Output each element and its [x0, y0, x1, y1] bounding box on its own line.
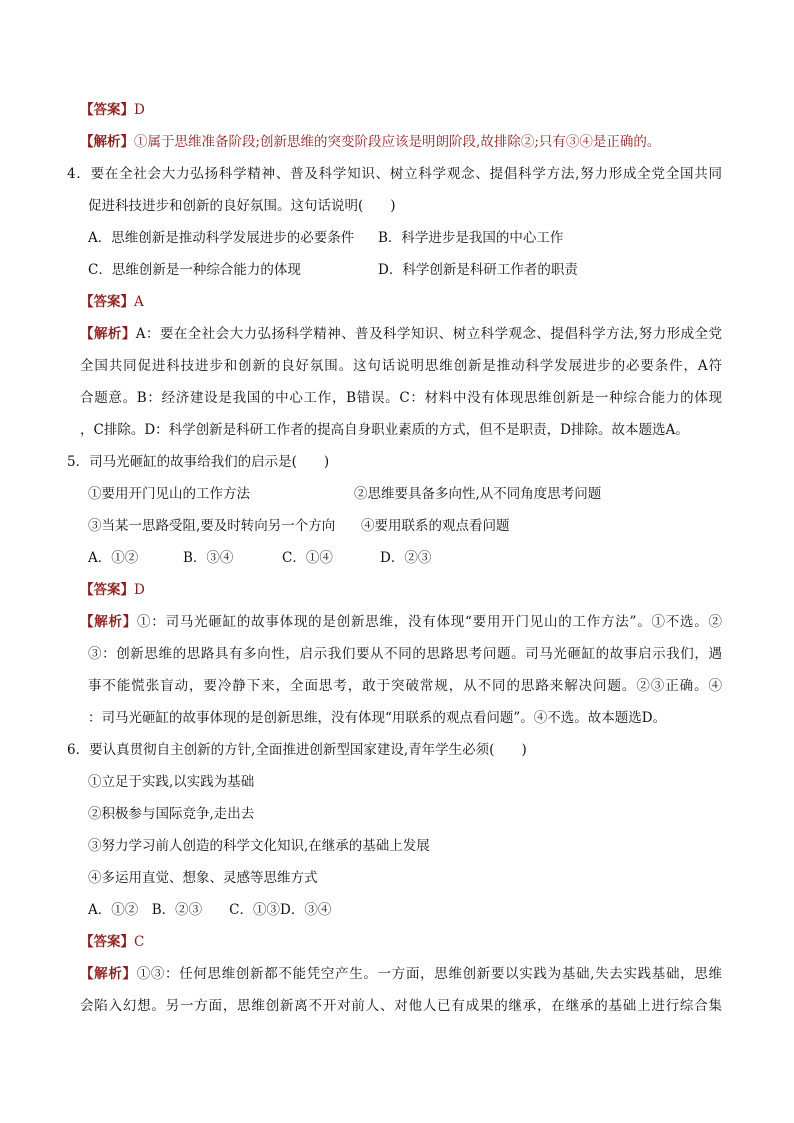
answer-value: D [134, 582, 145, 598]
q5-option-a: A．①② [88, 550, 139, 566]
q4-option-d: D．科学创新是科研工作者的职责 [378, 262, 578, 278]
q4-option-c: C．思维创新是一种综合能力的体现 [88, 262, 301, 278]
q5-item-2: ②思维要具备多向性,从不同角度思考问题 [354, 486, 602, 502]
q5-analysis-line-4: ：司马光砸缸的故事体现的是创新思维，没有体现“用联系的观点看问题”。④不选。故本题选D。 [88, 710, 667, 726]
q5-analysis-line-1: 【解析】①：司马光砸缸的故事体现的是创新思维，没有体现“要用开门见山的工作方法”。①不选。② [80, 614, 722, 630]
q4-stem-line-1: 4．要在全社会大力弘扬科学精神、普及科学知识、树立科学观念、提倡科学方法,努力形成全党全国共同 [67, 166, 722, 182]
analysis-text: ①属于思维准备阶段;创新思维的突变阶段应该是明朗阶段,故排除②;只有③④是正确的。 [134, 134, 661, 150]
q6-stem: 6．要认真贯彻自主创新的方针,全面推进创新型国家建设,青年学生必须( ) [67, 742, 527, 758]
answer-line-q4 [80, 292, 144, 312]
q5-option-b: B．③④ [183, 550, 234, 566]
answer-value: C [134, 934, 145, 950]
q5-item-1: ①要用开门见山的工作方法 [88, 486, 250, 502]
q4-stem-line-2: 促进科技进步和创新的良好氛围。这句话说明( ) [88, 198, 396, 214]
q4-option-b: B．科学进步是我国的中心工作 [378, 230, 564, 246]
q5-option-c: C．①④ [282, 550, 333, 566]
q6-analysis-line-2: 会陷入幻想。另一方面，思维创新离不开对前人、对他人已有成果的继承，在继承的基础上进行综合集 [80, 998, 722, 1014]
answer-label: 【答案】 [80, 934, 134, 950]
q5-option-d: D．②③ [380, 550, 432, 566]
q6-item-4: ④多运用直觉、想象、灵感等思维方式 [88, 870, 318, 886]
q6-analysis-line-1: 【解析】①③：任何思维创新都不能凭空产生。一方面，思维创新要以实践为基础,失去实践基础，思维 [80, 966, 722, 982]
q5-analysis-line-3: 事不能慌张盲动，要冷静下来，全面思考，敢于突破常规，从不同的思路来解决问题。②③正确。④ [88, 678, 722, 694]
q4-analysis-line-2: 全国共同促进科技进步和创新的良好氛围。这句话说明思维创新是推动科学发展进步的必要条件，A符 [80, 358, 722, 374]
q4-analysis-line-3: 合题意。B：经济建设是我国的中心工作，B错误。C：材料中没有体现思维创新是一种综合能力的体现 [80, 390, 722, 406]
q5-item-3: ③当某一思路受阻,要及时转向另一个方向 [88, 518, 336, 534]
analysis-label: 【解析】 [80, 134, 134, 150]
q6-options: A．①② B．②③ C．①③D．③④ [88, 902, 332, 918]
q5-analysis-line-2: ③：创新思维的思路具有多向性，启示我们要从不同的思路思考问题。司马光砸缸的故事启示我们，遇 [88, 646, 722, 662]
analysis-line-q3 [80, 132, 660, 152]
answer-value: D [134, 102, 145, 118]
analysis-label: 【解析】 [80, 326, 136, 342]
answer-label: 【答案】 [80, 102, 134, 118]
answer-value: A [134, 294, 144, 310]
answer-line-q5 [80, 580, 145, 600]
q6-item-3: ③努力学习前人创造的科学文化知识,在继承的基础上发展 [88, 838, 430, 854]
q4-analysis-line-4: ，C排除。D：科学创新是科研工作者的提高自身职业素质的方式，但不是职责，D排除。故本题选A。 [80, 422, 689, 438]
q4-option-a: A．思维创新是推动科学发展进步的必要条件 [88, 230, 355, 246]
q6-item-2: ②积极参与国际竞争,走出去 [88, 806, 255, 822]
analysis-label: 【解析】 [80, 966, 137, 982]
answer-line-q6 [80, 932, 144, 952]
q5-stem: 5．司马光砸缸的故事给我们的启示是( ) [67, 454, 330, 470]
q5-item-4: ④要用联系的观点看问题 [361, 518, 510, 534]
answer-label: 【答案】 [80, 294, 134, 310]
analysis-label: 【解析】 [80, 614, 138, 630]
q6-item-1: ①立足于实践,以实践为基础 [88, 774, 255, 790]
answer-label: 【答案】 [80, 582, 134, 598]
q4-analysis-line-1: 【解析】A：要在全社会大力弘扬科学精神、普及科学知识、树立科学观念、提倡科学方法,努力形成全党 [80, 326, 722, 342]
answer-line-q3 [80, 100, 145, 120]
